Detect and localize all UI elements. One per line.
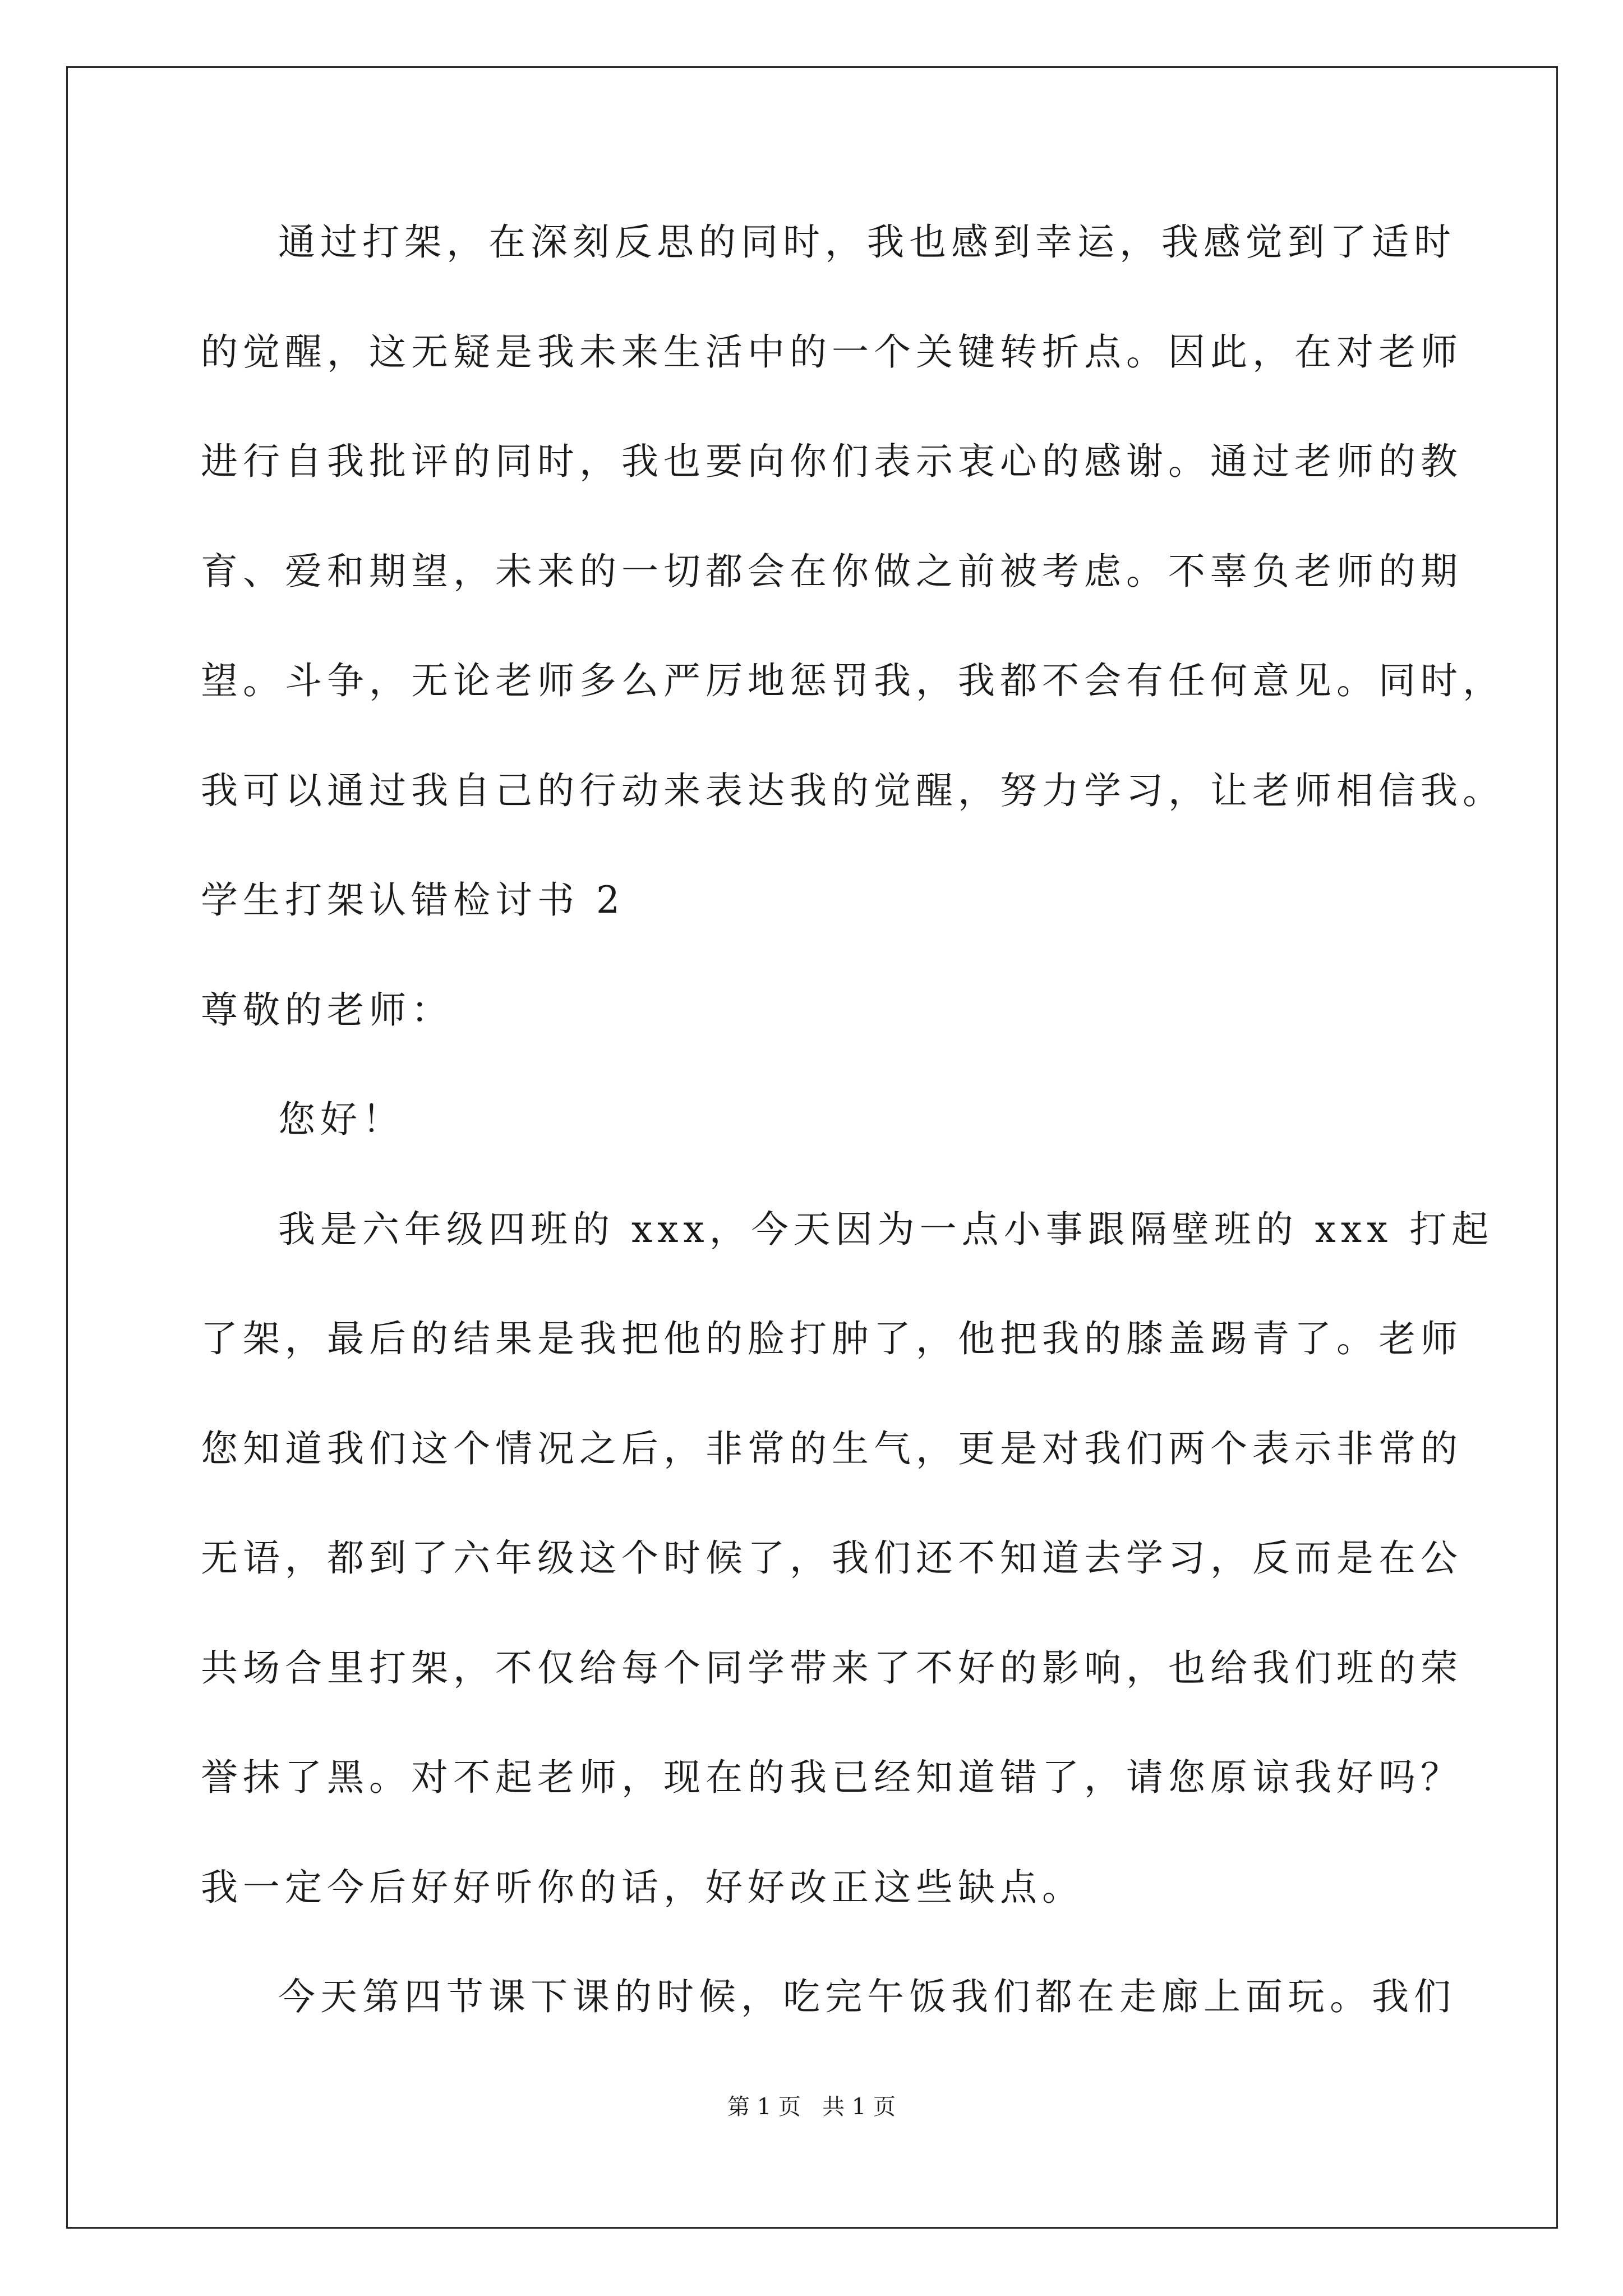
text-line: 了架，最后的结果是我把他的脸打肿了，他把我的膝盖踢青了。老师 bbox=[201, 1317, 1463, 1360]
text-line: 通过打架，在深刻反思的同时，我也感到幸运，我感觉到了适时 bbox=[278, 220, 1456, 264]
text-line: 今天第四节课下课的时候，吃完午饭我们都在走廊上面玩。我们 bbox=[278, 1975, 1456, 2018]
greeting: 您好！ bbox=[278, 1098, 404, 1141]
salutation: 尊敬的老师： bbox=[201, 988, 453, 1032]
text-line: 望。斗争，无论老师多么严厉地惩罚我，我都不会有任何意见。同时， bbox=[201, 659, 1505, 702]
text-line: 的觉醒，这无疑是我未来生活中的一个关键转折点。因此，在对老师 bbox=[201, 330, 1463, 374]
text-line: 您知道我们这个情况之后，非常的生气，更是对我们两个表示非常的 bbox=[201, 1427, 1463, 1470]
text-line: 我是六年级四班的 xxx，今天因为一点小事跟隔壁班的 xxx 打起 bbox=[278, 1207, 1494, 1251]
document-body bbox=[201, 209, 1505, 2073]
text-line: 进行自我批评的同时，我也要向你们表示衷心的感谢。通过老师的教 bbox=[201, 440, 1463, 483]
text-line: 共场合里打架，不仅给每个同学带来了不好的影响，也给我们班的荣 bbox=[201, 1646, 1463, 1690]
page-footer: 第 1 页 共 1 页 bbox=[727, 2094, 896, 2120]
text-line: 我一定今后好好听你的话，好好改正这些缺点。 bbox=[201, 1865, 1084, 1909]
text-line: 无语，都到了六年级这个时候了，我们还不知道去学习，反而是在公 bbox=[201, 1536, 1463, 1580]
text-line: 誉抹了黑。对不起老师，现在的我已经知道错了，请您原谅我好吗？ bbox=[201, 1756, 1463, 1799]
text-line: 育、爱和期望，未来的一切都会在你做之前被考虑。不辜负老师的期 bbox=[201, 549, 1463, 593]
text-line: 我可以通过我自己的行动来表达我的觉醒，努力学习，让老师相信我。 bbox=[201, 769, 1505, 812]
section-heading: 学生打架认错检讨书 2 bbox=[201, 878, 625, 922]
